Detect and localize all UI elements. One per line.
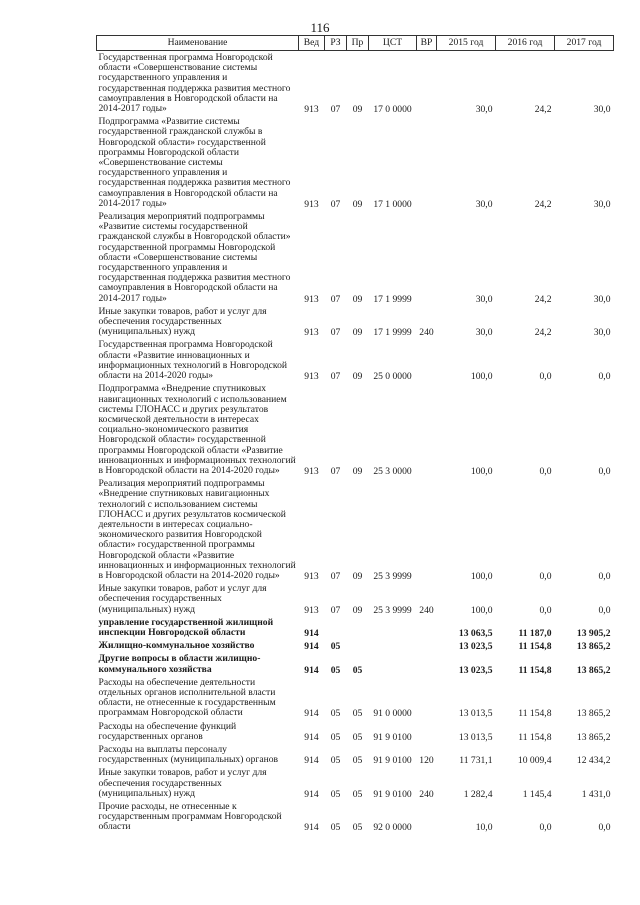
row-ved: 914 [304, 788, 319, 800]
row-pr: 09 [352, 465, 363, 477]
row-2015: 100,0 [470, 570, 493, 582]
row-pr: 05 [352, 788, 363, 800]
table-row [97, 305, 614, 339]
row-2017: 1 431,0 [581, 788, 611, 800]
row-2017: 30,0 [593, 327, 611, 339]
row-vr: 120 [419, 755, 434, 767]
row-2015: 1 282,4 [463, 788, 493, 800]
row-vr [417, 477, 437, 582]
row-2017: 0,0 [598, 371, 611, 383]
row-cst: 17 0 0000 [373, 104, 412, 116]
row-2016: 10 009,4 [517, 755, 552, 767]
row-2015: 13 013,5 [458, 731, 493, 743]
row-name: Расходы на обеспечение функций государственных органов [98, 720, 237, 742]
row-2016: 0,0 [539, 371, 552, 383]
row-vr: 240 [419, 788, 434, 800]
header-2015: 2015 год [437, 36, 496, 51]
row-cst: 17 1 9999 [373, 293, 412, 305]
table-header-row [97, 36, 614, 51]
row-pr: 09 [352, 198, 363, 210]
row-2016: 11 154,8 [518, 708, 552, 720]
row-rz: 07 [330, 198, 341, 210]
row-rz: 05 [330, 664, 341, 676]
row-ved: 914 [304, 755, 319, 767]
row-name: Расходы на обеспечение деятельности отдельных органов исполнительной власти области, не отнесенные к государственным программам Новгородской области [98, 676, 276, 719]
row-pr: 09 [352, 570, 363, 582]
row-2016: 24,2 [534, 327, 552, 339]
row-name: управление государственной жилищной инспекции Новгородской области [98, 616, 274, 638]
table-row [97, 477, 614, 582]
row-pr: 09 [352, 327, 363, 339]
row-pr: 05 [352, 708, 363, 720]
row-rz: 05 [330, 731, 341, 743]
row-2016: 11 154,8 [518, 731, 552, 743]
row-vr: 240 [419, 327, 434, 339]
row-2016: 1 145,4 [522, 788, 552, 800]
row-ved: 914 [304, 664, 319, 676]
row-rz: 05 [330, 822, 341, 834]
row-rz: 07 [330, 293, 341, 305]
table-row [97, 800, 614, 834]
row-ved: 913 [304, 198, 319, 210]
row-ved: 913 [304, 104, 319, 116]
row-2017: 30,0 [593, 293, 611, 305]
row-2015: 11 731,1 [459, 755, 493, 767]
row-cst: 91 0 0000 [373, 708, 412, 720]
row-vr [417, 720, 437, 743]
row-vr [417, 639, 437, 652]
row-2015: 13 013,5 [458, 708, 493, 720]
row-cst [369, 652, 417, 675]
row-ved: 913 [304, 293, 319, 305]
row-2016: 11 154,8 [518, 641, 552, 653]
table-row [97, 652, 614, 675]
row-2015: 100,0 [470, 465, 493, 477]
row-2017: 30,0 [593, 198, 611, 210]
row-pr: 09 [352, 604, 363, 616]
row-2017: 13 865,2 [576, 731, 611, 743]
row-pr [347, 616, 369, 639]
page-number: 116 [310, 20, 330, 35]
row-2015: 13 023,5 [458, 664, 493, 676]
row-name: Жилищно-коммунальное хозяйство [98, 640, 255, 652]
row-2016: 0,0 [539, 570, 552, 582]
row-cst: 91 9 0100 [373, 788, 412, 800]
row-rz: 07 [330, 104, 341, 116]
row-ved: 913 [304, 570, 319, 582]
header-2016: 2016 год [496, 36, 555, 51]
row-2016: 11 154,8 [518, 664, 552, 676]
row-ved: 913 [304, 371, 319, 383]
row-vr: 240 [419, 604, 434, 616]
row-name: Расходы на выплаты персоналу государственных (муниципальных) органов [98, 744, 279, 766]
row-cst: 91 9 0100 [373, 755, 412, 767]
row-rz: 07 [330, 570, 341, 582]
row-2017: 30,0 [593, 104, 611, 116]
row-2015: 13 023,5 [458, 641, 493, 653]
row-pr: 05 [352, 731, 363, 743]
row-rz: 05 [330, 641, 341, 653]
row-2016: 24,2 [534, 104, 552, 116]
table-row [97, 720, 614, 743]
row-2017: 13 865,2 [576, 664, 611, 676]
row-vr [417, 115, 437, 210]
row-pr: 05 [352, 822, 363, 834]
row-2016: 0,0 [539, 604, 552, 616]
row-2016: 24,2 [534, 293, 552, 305]
table-row [97, 382, 614, 477]
row-rz: 05 [330, 788, 341, 800]
row-2017: 12 434,2 [576, 755, 611, 767]
row-pr: 05 [352, 664, 363, 676]
row-cst [369, 616, 417, 639]
row-2015: 13 063,5 [458, 627, 493, 639]
table-row [97, 639, 614, 652]
row-rz: 07 [330, 604, 341, 616]
row-cst: 25 3 0000 [373, 465, 412, 477]
row-rz: 07 [330, 465, 341, 477]
row-2016: 0,0 [539, 465, 552, 477]
header-pr: Пр [347, 36, 369, 51]
header-cst: ЦСТ [369, 36, 417, 51]
row-ved: 914 [304, 641, 319, 653]
table-row [97, 582, 614, 616]
row-name: Иные закупки товаров, работ и услуг для обеспечения государственных (муниципальных) нужд [98, 583, 267, 615]
row-rz: 07 [330, 327, 341, 339]
table-row [97, 115, 614, 210]
row-rz: 05 [330, 708, 341, 720]
header-ved: Вед [299, 36, 325, 51]
row-pr: 09 [352, 371, 363, 383]
row-cst: 25 0 0000 [373, 371, 412, 383]
row-2015: 30,0 [475, 198, 493, 210]
row-pr: 05 [352, 755, 363, 767]
row-2016: 11 187,0 [518, 627, 552, 639]
row-ved: 913 [304, 604, 319, 616]
row-cst: 25 3 9999 [373, 570, 412, 582]
header-rz: РЗ [325, 36, 347, 51]
row-cst: 91 9 0100 [373, 731, 412, 743]
table-row [97, 338, 614, 382]
row-cst: 17 1 0000 [373, 198, 412, 210]
header-name: Наименование [97, 36, 299, 51]
row-vr [417, 652, 437, 675]
table-row [97, 766, 614, 800]
row-2016: 0,0 [539, 822, 552, 834]
row-2015: 100,0 [470, 371, 493, 383]
row-2015: 10,0 [475, 822, 493, 834]
row-2017: 0,0 [598, 822, 611, 834]
table-row [97, 616, 614, 639]
row-cst: 17 1 9999 [373, 327, 412, 339]
row-ved: 914 [304, 731, 319, 743]
budget-table [96, 35, 614, 834]
row-2015: 30,0 [475, 104, 493, 116]
table-row [97, 210, 614, 305]
row-ved: 913 [304, 327, 319, 339]
row-2015: 30,0 [475, 327, 493, 339]
row-2017: 13 865,2 [576, 708, 611, 720]
row-2015: 30,0 [475, 293, 493, 305]
row-ved: 914 [304, 627, 319, 639]
row-vr [417, 800, 437, 834]
row-name: Реализация мероприятий подпрограммы «Развитие системы государственной гражданской службы в Новгородской области» государственной программы Новгородской области «Совершенствование системы государственного управления и государственная поддержка развития местного самоуправления в Новгородской области на 2014-2017 годы» [98, 211, 291, 304]
table-row [97, 676, 614, 720]
row-name: Государственная программа Новгородской области «Развитие инновационных и информационных технологий в Новгородской области на 2014-2020 годы» [98, 339, 288, 382]
row-2017: 13 905,2 [576, 627, 611, 639]
row-ved: 914 [304, 708, 319, 720]
row-vr [417, 676, 437, 720]
row-name: Подпрограмма «Развитие системы государственной гражданской службы в Новгородской области» государственной программы Новгородской области «Совершенствование системы государственного управления и государственная поддержка развития местного самоуправления в Новгородской области на 2014-2017 годы» [98, 116, 291, 209]
row-name: Другие вопросы в области жилищно-коммунального хозяйства [98, 653, 261, 675]
row-vr [417, 616, 437, 639]
row-name: Реализация мероприятий подпрограммы «Внедрение спутниковых навигационных технологий с использованием системы ГЛОНАСС и других результатов космической деятельности в интересах социально-экономического развития Новгородской области» государственной программы Новгородской области «Развитие инновационных и информационных технологий в Новгородской области на 2014-2020 годы» [98, 478, 296, 581]
row-2016: 24,2 [534, 198, 552, 210]
row-vr [417, 210, 437, 305]
header-2017: 2017 год [555, 36, 614, 51]
row-ved: 914 [304, 822, 319, 834]
row-2017: 0,0 [598, 570, 611, 582]
row-pr: 09 [352, 104, 363, 116]
row-2015: 100,0 [470, 604, 493, 616]
row-2017: 13 865,2 [576, 641, 611, 653]
table-row [97, 51, 614, 116]
row-name: Иные закупки товаров, работ и услуг для обеспечения государственных (муниципальных) нужд [98, 767, 267, 799]
row-rz: 07 [330, 371, 341, 383]
row-2017: 0,0 [598, 465, 611, 477]
row-vr [417, 382, 437, 477]
row-rz [325, 616, 347, 639]
header-vr: ВР [417, 36, 437, 51]
row-pr: 09 [352, 293, 363, 305]
row-vr [417, 51, 437, 116]
row-cst [369, 639, 417, 652]
row-rz: 05 [330, 755, 341, 767]
row-pr [347, 639, 369, 652]
row-name: Государственная программа Новгородской области «Совершенствование системы государственного управления и государственная поддержка развития местного самоуправления в Новгородской области на 2014-2017 годы» [98, 52, 291, 115]
table-row [97, 743, 614, 766]
row-name: Прочие расходы, не отнесенные к государственным программам Новгородской области [98, 801, 282, 833]
row-name: Подпрограмма «Внедрение спутниковых навигационных технологий с использованием системы ГЛОНАСС и других результатов космической деятельности в интересах социально-экономического развития Новгородской области» государственной программы Новгородской области «Развитие инновационных и информационных технологий в Новгородской области на 2014-2020 годы» [98, 383, 296, 476]
row-ved: 913 [304, 465, 319, 477]
row-cst: 25 3 9999 [373, 604, 412, 616]
row-cst: 92 0 0000 [373, 822, 412, 834]
row-name: Иные закупки товаров, работ и услуг для обеспечения государственных (муниципальных) нужд [98, 305, 267, 338]
row-2017: 0,0 [598, 604, 611, 616]
row-vr [417, 338, 437, 382]
